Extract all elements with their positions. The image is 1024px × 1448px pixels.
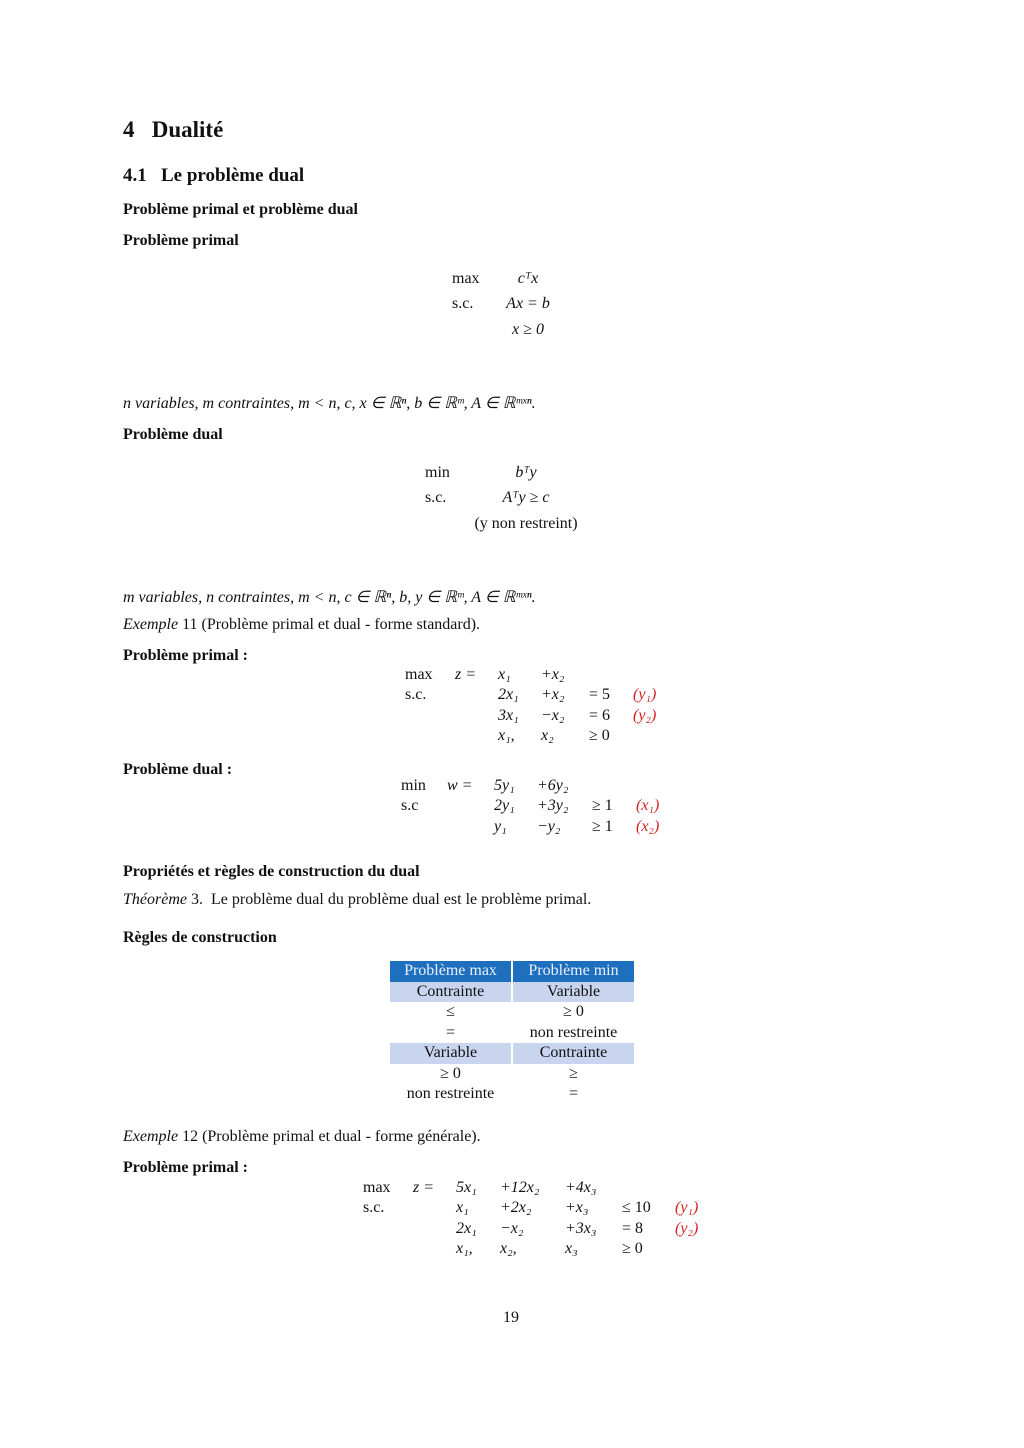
dual-note: m variables, n contraintes, m < n, c ∈ ℝⁿ, b, y ∈ ℝᵐ, A ∈ ℝᵐˣⁿ. xyxy=(123,589,536,606)
math-term: w = xyxy=(447,777,473,794)
math-term: z = xyxy=(413,1179,435,1196)
example-12-primal-label: Problème primal : xyxy=(123,1159,249,1176)
math-term: 2x₁ xyxy=(498,686,519,703)
math-term: s.c. xyxy=(425,489,447,506)
math-term: s.c. xyxy=(452,295,474,312)
table-cell: Variable xyxy=(390,1043,512,1064)
table-cell: ≤ xyxy=(446,1003,455,1021)
table-cell: Contrainte xyxy=(390,982,512,1003)
table-header-row xyxy=(390,961,634,982)
primal-note: n variables, m contraintes, m < n, c, x ∈ ℝⁿ, b ∈ ℝᵐ, A ∈ ℝᵐˣⁿ. xyxy=(123,395,536,412)
math-term: ≥ 0 xyxy=(589,727,610,744)
primal-heading: Problème primal xyxy=(123,232,239,249)
table-row xyxy=(390,1043,634,1064)
table-cell: Problème min xyxy=(512,961,634,982)
table-cell: ≥ 0 xyxy=(512,1002,634,1023)
math-term: +3y₂ xyxy=(537,797,569,814)
section-heading: 4 Dualité xyxy=(123,117,224,142)
rules-heading: Règles de construction xyxy=(123,929,277,946)
math-term: x ≥ 0 xyxy=(512,321,544,338)
table-cell: = xyxy=(512,1084,634,1105)
math-term: x₁ xyxy=(498,666,511,683)
math-term: Ax = b xyxy=(506,295,550,312)
math-term: = 5 xyxy=(589,686,611,703)
math-term: (y non restreint) xyxy=(474,515,578,532)
math-term: x₂ xyxy=(541,727,554,744)
math-term: min xyxy=(425,464,450,481)
math-term: x₂, xyxy=(500,1240,517,1257)
math-term: 2x₁ xyxy=(456,1220,477,1237)
math-term: +4x₃ xyxy=(565,1179,597,1196)
math-term: +x₂ xyxy=(541,666,565,683)
math-term: s.c. xyxy=(363,1199,385,1216)
math-term: min xyxy=(401,777,426,794)
dual-variable-label: (y₂) xyxy=(633,707,657,724)
dual-variable-label: (y₁) xyxy=(633,686,657,703)
table-cell: = xyxy=(445,1023,456,1041)
math-term: bᵀy xyxy=(515,464,537,481)
math-term: x₃ xyxy=(565,1240,578,1257)
dual-heading: Problème dual xyxy=(123,426,223,443)
math-term: 5y₁ xyxy=(494,777,515,794)
math-term: z = xyxy=(455,666,477,683)
math-term: 3x₁ xyxy=(498,707,519,724)
math-term: 5x₁ xyxy=(456,1179,477,1196)
math-term: cᵀx xyxy=(517,270,539,287)
math-term: +x₃ xyxy=(565,1199,589,1216)
math-term: +2x₂ xyxy=(500,1199,532,1216)
math-term: +12x₂ xyxy=(500,1179,540,1196)
math-term: max xyxy=(405,666,433,683)
math-term: x₁ xyxy=(456,1199,469,1216)
paragraph-heading: Problème primal et problème dual xyxy=(123,201,358,218)
math-term: +3x₃ xyxy=(565,1220,597,1237)
math-term: x₁, xyxy=(498,727,515,744)
example-11-caption: Exemple 11 (Problème primal et dual - forme standard). xyxy=(123,616,481,633)
table-cell: Variable xyxy=(512,982,634,1003)
math-term: ≥ 1 xyxy=(592,797,613,814)
dual-variable-label: (y₁) xyxy=(675,1199,699,1216)
math-term: ≥ 1 xyxy=(592,818,613,835)
math-term: −x₂ xyxy=(500,1220,524,1237)
math-term: = 6 xyxy=(589,707,611,724)
table-row xyxy=(390,1064,634,1085)
table-cell: non restreinte xyxy=(512,1023,634,1044)
dual-variable-label: (x₁) xyxy=(636,797,660,814)
math-term: −y₂ xyxy=(537,818,561,835)
table-cell: Problème max xyxy=(390,961,512,982)
math-term: = 8 xyxy=(622,1220,644,1237)
math-term: ≤ 10 xyxy=(622,1199,651,1216)
subsection-heading: 4.1 Le problème dual xyxy=(123,165,305,186)
table-cell: ≥ xyxy=(512,1064,634,1085)
math-term: 2y₁ xyxy=(494,797,515,814)
example-11-primal-label: Problème primal : xyxy=(123,647,249,664)
math-term: y₁ xyxy=(494,818,507,835)
math-term: Aᵀy ≥ c xyxy=(502,489,550,506)
math-term: +x₂ xyxy=(541,686,565,703)
math-term: max xyxy=(363,1179,391,1196)
dual-variable-label: (x₂) xyxy=(636,818,660,835)
table-cell: non restreinte xyxy=(406,1085,495,1103)
example-12-caption: Exemple 12 (Problème primal et dual - forme générale). xyxy=(123,1128,481,1145)
construction-rules-table xyxy=(390,961,634,1105)
table-cell: Contrainte xyxy=(512,1043,634,1064)
math-term: max xyxy=(452,270,480,287)
math-term: ≥ 0 xyxy=(622,1240,643,1257)
math-term: +6y₂ xyxy=(537,777,569,794)
theorem-3: Théorème 3. Le problème dual du problème dual est le problème primal. xyxy=(123,891,592,908)
math-term: −x₂ xyxy=(541,707,565,724)
table-cell: ≥ 0 xyxy=(440,1064,461,1082)
example-11-dual-label: Problème dual : xyxy=(123,761,233,778)
page-number: 19 xyxy=(503,1309,519,1326)
math-term: s.c xyxy=(401,797,419,814)
table-row xyxy=(390,1023,634,1044)
table-row xyxy=(390,982,634,1003)
math-term: x₁, xyxy=(456,1240,473,1257)
math-term: s.c. xyxy=(405,686,427,703)
table-row xyxy=(390,1002,634,1023)
table-row xyxy=(390,1084,634,1105)
properties-heading: Propriétés et règles de construction du dual xyxy=(123,863,420,880)
dual-variable-label: (y₂) xyxy=(675,1220,699,1237)
